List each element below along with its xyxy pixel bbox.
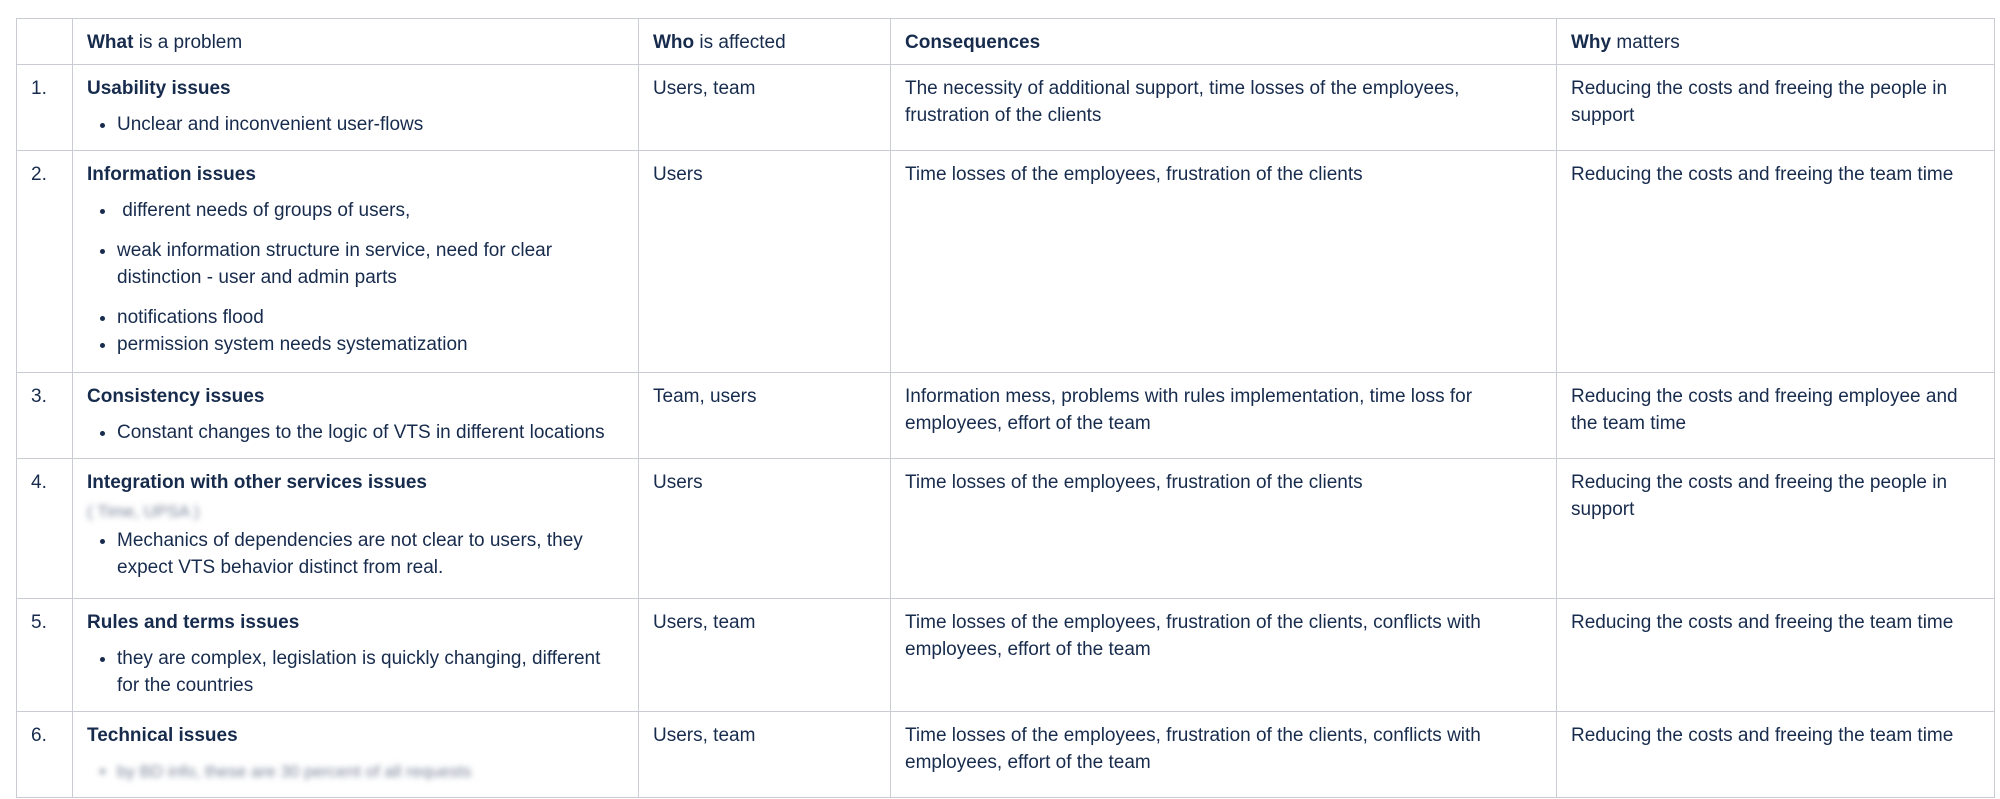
problem-bullets [87,111,624,138]
problem-title: Technical issues [87,725,238,746]
problems-table [16,18,1995,798]
consequences-cell: Time losses of the employees, frustration of the clients, conflicts with employees, effort of the team [891,712,1557,798]
problem-bullets [87,645,624,699]
row-number: 6. [17,712,73,798]
table-row [17,373,1995,459]
list-item: • they are complex, legislation is quickly changing, different for the countries [117,645,624,699]
header-why-rest: matters [1611,32,1680,53]
consequences-cell: The necessity of additional support, time losses of the employees, frustration of the clients [891,65,1557,151]
problem-cell [73,599,639,712]
problem-cell [73,712,639,798]
table-row [17,65,1995,151]
list-item: • permission system needs systematization [117,331,624,358]
problem-bullets [87,527,624,581]
affected-cell: Users, team [639,65,891,151]
list-item: • weak information structure in service, need for clear distinction - user and admin parts [117,237,624,291]
consequences-cell: Information mess, problems with rules implementation, time loss for employees, effort of the team [891,373,1557,459]
header-why-bold: Why [1571,32,1612,53]
problem-bullets [87,197,624,358]
problem-title: Consistency issues [87,386,265,407]
header-what-rest: is a problem [133,32,243,53]
problem-cell [73,151,639,373]
header-who [639,19,891,65]
list-item: • different needs of groups of users, [117,197,624,224]
row-number: 4. [17,459,73,599]
problem-title: Information issues [87,164,256,185]
problem-cell [73,459,639,599]
affected-cell: Users [639,151,891,373]
header-what [73,19,639,65]
why-cell: Reducing the costs and freeing the team time [1557,151,1995,373]
list-item: • Unclear and inconvenient user-flows [117,111,624,138]
consequences-cell: Time losses of the employees, frustration of the clients, conflicts with employees, effort of the team [891,599,1557,712]
table-row [17,599,1995,712]
affected-cell: Users [639,459,891,599]
header-row [17,19,1995,65]
consequences-cell: Time losses of the employees, frustration of the clients [891,151,1557,373]
table-row [17,151,1995,373]
list-item: • Constant changes to the logic of VTS in different locations [117,419,624,446]
row-number: 3. [17,373,73,459]
problem-title: Integration with other services issues [87,472,427,493]
blurred-list-item: • by BD info, these are 30 percent of all requests [117,758,624,785]
header-num [17,19,73,65]
header-who-bold: Who [653,32,695,53]
why-cell: Reducing the costs and freeing the team time [1557,599,1995,712]
row-number: 2. [17,151,73,373]
problem-cell [73,65,639,151]
row-number: 5. [17,599,73,712]
header-consequences-bold: Consequences [905,32,1041,53]
affected-cell: Team, users [639,373,891,459]
problem-bullets [87,419,624,446]
why-cell: Reducing the costs and freeing the people in support [1557,459,1995,599]
list-item: • notifications flood [117,304,624,331]
problem-title: Usability issues [87,78,231,99]
problem-cell [73,373,639,459]
table-row [17,712,1995,798]
why-cell: Reducing the costs and freeing the people in support [1557,65,1995,151]
problem-bullets [87,758,624,785]
consequences-cell: Time losses of the employees, frustration of the clients [891,459,1557,599]
header-who-rest: is affected [694,32,786,53]
row-number: 1. [17,65,73,151]
why-cell: Reducing the costs and freeing employee and the team time [1557,373,1995,459]
problem-title: Rules and terms issues [87,612,300,633]
affected-cell: Users, team [639,599,891,712]
affected-cell: Users, team [639,712,891,798]
header-why [1557,19,1995,65]
header-consequences [891,19,1557,65]
list-item: • Mechanics of dependencies are not clear to users, they expect VTS behavior distinct from real. [117,527,624,581]
why-cell: Reducing the costs and freeing the team time [1557,712,1995,798]
table-row [17,459,1995,599]
blurred-note: ( Time, UPSA ) [87,502,200,521]
header-what-bold: What [87,32,134,53]
